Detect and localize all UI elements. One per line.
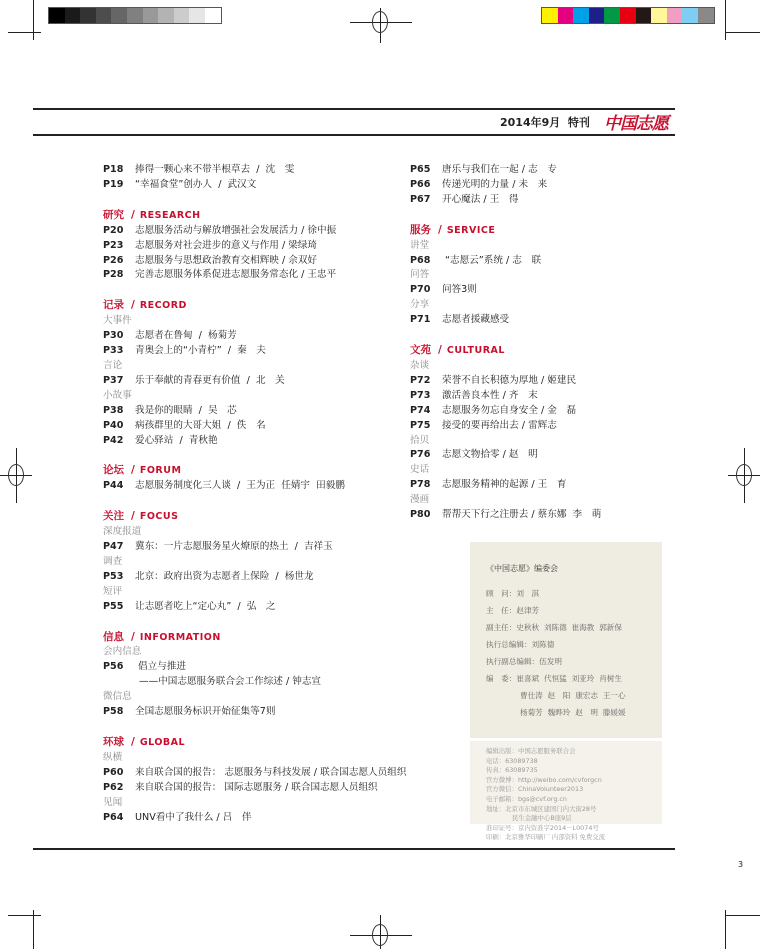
subsection-label: 微信息	[103, 691, 132, 703]
toc-entry[interactable]	[410, 374, 601, 389]
toc-entry[interactable]	[103, 163, 406, 178]
subsection-label: 调查	[103, 555, 123, 567]
toc-entry[interactable]	[103, 224, 406, 239]
toc-entry[interactable]	[103, 329, 406, 344]
color-swatch	[589, 8, 605, 23]
separator: /	[131, 208, 135, 221]
toc-entry[interactable]	[103, 434, 406, 449]
page-ref: P73	[410, 389, 431, 401]
section-title-cn: 关注	[103, 510, 124, 523]
page-ref: P62	[103, 781, 124, 793]
entry-title: 爱心驿站 / 青秋艳	[135, 434, 218, 446]
color-swatch	[542, 8, 558, 23]
editorial-board-box	[470, 542, 662, 738]
entry-title: 冀东：一片志愿服务星火燎原的热土 / 吉祥玉	[135, 541, 333, 553]
subsection-label: 会内信息	[103, 646, 142, 658]
page-ref: P80	[410, 509, 431, 521]
page-ref: P37	[103, 374, 124, 386]
section-title-cn: 记录	[103, 299, 124, 312]
publisher-info-line: 印刷：北京雅华印刷厂 内部资料 免费交流	[486, 833, 606, 842]
page-ref: P70	[410, 284, 431, 296]
section-title-en: FOCUS	[139, 511, 179, 523]
toc-entry[interactable]	[103, 374, 406, 389]
toc-entry[interactable]	[410, 404, 601, 419]
entry-title: 帮帮天下行之注册去 / 蔡东娜 李 萌	[442, 509, 602, 521]
toc-entry[interactable]	[103, 540, 406, 555]
page-ref: P72	[410, 374, 431, 386]
publisher-info-line: 传真：63089735	[486, 766, 538, 775]
subsection-label: 分享	[410, 299, 430, 311]
page-ref: P18	[103, 164, 124, 175]
color-swatch	[111, 8, 127, 23]
publisher-info-line: 官方微博：http://weibo.com/cvforgcn	[486, 775, 602, 784]
subsection-label: 拾贝	[410, 434, 430, 446]
subsection-label: 言论	[103, 359, 123, 371]
toc-section	[103, 735, 406, 825]
publisher-info-line: 电子邮箱：bgs@cvf.org.cn	[486, 794, 567, 803]
toc-entry[interactable]	[410, 193, 601, 208]
page-ref: P67	[410, 193, 431, 205]
section-title-en: GLOBAL	[139, 737, 186, 748]
color-swatch	[573, 8, 589, 23]
entry-title: 开心魔法 / 王 得	[442, 193, 519, 205]
toc-section	[410, 163, 601, 208]
toc-section	[103, 208, 406, 284]
section-title-cn: 文苑	[410, 344, 431, 357]
subsection-label: 杂谈	[410, 359, 430, 371]
page-ref: P76	[410, 449, 431, 461]
toc-entry[interactable]	[410, 419, 601, 434]
page-ref: P19	[103, 178, 124, 190]
subsection-label: 见闻	[103, 796, 123, 808]
toc-entry[interactable]	[103, 254, 406, 269]
section-title-en: INFORMATION	[139, 631, 221, 643]
toc-entry[interactable]	[410, 448, 601, 463]
entry-title: 荣誉不自长积德为厚地 / 姬建民	[442, 374, 577, 386]
subsection-label: 讲堂	[410, 239, 430, 251]
page-ref: P78	[410, 479, 431, 491]
issue-date: 2014年9月 特刊	[500, 116, 590, 129]
page-ref: P40	[103, 419, 124, 431]
entry-title: 北京：政府出资为志愿者上保险 / 杨世龙	[135, 570, 314, 582]
color-swatch	[127, 8, 143, 23]
publisher-info-box	[470, 741, 662, 842]
page-ref: P20	[103, 224, 124, 236]
color-swatch	[636, 8, 652, 23]
subsection-label: 问答	[410, 269, 430, 281]
subsection-label: 纵横	[103, 751, 123, 763]
publisher-info-line: 民生金融中心B座9层	[512, 814, 572, 823]
toc-right-column	[410, 163, 601, 523]
toc-entry-continuation: ——中国志愿服务联合会工作综述 / 钟志宣	[139, 676, 322, 688]
publisher-info-line: 官方微信：ChinaVolunteer2013	[486, 785, 584, 794]
header-top-rule	[33, 108, 675, 110]
publisher-info-line: 电话：63089738	[486, 756, 538, 765]
page-ref: P55	[103, 600, 124, 612]
entry-title: 传递光明的力量 / 未 来	[442, 178, 548, 190]
color-swatch	[80, 8, 96, 23]
process-color-bar	[541, 7, 715, 24]
toc-entry[interactable]	[410, 283, 601, 298]
page-ref: P47	[103, 541, 124, 553]
page-ref: P38	[103, 404, 124, 416]
entry-title: 青奥会上的“小青柠” / 秦 夫	[135, 345, 266, 357]
page-ref: P30	[103, 330, 124, 342]
toc-entry[interactable]	[103, 419, 406, 434]
subsection-label: 大事件	[103, 315, 132, 327]
color-swatch	[96, 8, 112, 23]
color-swatch	[174, 8, 190, 23]
subsection-label: 史话	[410, 464, 430, 476]
section-heading	[103, 463, 406, 479]
toc-entry[interactable]	[103, 600, 406, 615]
page-ref: P23	[103, 239, 124, 251]
toc-left-column	[103, 163, 406, 825]
section-title-cn: 环球	[103, 736, 124, 748]
color-swatch	[189, 8, 205, 23]
entry-title: 我是你的眼睛 / 吴 芯	[135, 404, 237, 416]
subsection-label: 短评	[103, 585, 123, 597]
toc-entry[interactable]	[410, 178, 601, 193]
page-ref: P68	[410, 254, 431, 266]
color-swatch	[158, 8, 174, 23]
page-ref: P56	[103, 661, 124, 673]
publisher-info-line: 地址：北京市东城区建国门内大街28号	[486, 804, 597, 813]
toc-section	[103, 509, 406, 614]
entry-title: 激活善良本性 / 齐 末	[442, 389, 538, 401]
section-title-cn: 研究	[103, 208, 124, 221]
toc-entry[interactable]	[103, 239, 406, 254]
color-swatch	[558, 8, 574, 23]
entry-title: 志愿者援藏感受	[442, 314, 510, 326]
section-title-cn: 服务	[410, 223, 431, 236]
page-ref: P44	[103, 480, 124, 492]
separator: /	[438, 223, 442, 236]
page-ref: P75	[410, 419, 431, 431]
color-swatch	[604, 8, 620, 23]
page-ref: P60	[103, 766, 124, 778]
entry-title: 完善志愿服务体系促进志愿服务常态化 / 王忠平	[135, 269, 337, 281]
entry-title: 来自联合国的报告： 国际志愿服务 / 联合国志愿人员组织	[135, 781, 378, 793]
footer-rule	[33, 848, 675, 850]
grayscale-color-bar	[48, 7, 222, 24]
toc-entry[interactable]	[103, 766, 406, 781]
section-title-en: SERVICE	[446, 224, 496, 236]
entry-title: 问答3则	[442, 284, 477, 296]
entry-title: 志愿服务勿忘自身安全 / 金 磊	[442, 404, 577, 416]
toc-entry[interactable]	[103, 268, 406, 283]
board-member-line: 曹仕涛 赵 阳 康宏志 王一心	[520, 691, 626, 700]
entry-title: 志愿服务制度化三人谈 / 王为正 任婧宇 田毅鹏	[135, 480, 345, 492]
board-member-line: 杨菊芳 魏晔玲 赵 明 滕媛媛	[520, 708, 626, 717]
toc-entry[interactable]	[410, 313, 601, 328]
color-swatch	[667, 8, 683, 23]
subsection-label: 深度报道	[103, 526, 142, 538]
entry-title: “志愿云”系统 / 志 联	[442, 254, 542, 266]
page-ref: P64	[103, 811, 124, 823]
entry-title: 志愿服务精神的起源 / 王 育	[442, 479, 567, 491]
toc-entry[interactable]	[410, 478, 601, 493]
magazine-logo: 中国志愿	[604, 114, 668, 134]
toc-entry[interactable]	[103, 811, 406, 826]
toc-section	[103, 630, 406, 720]
section-heading	[410, 223, 601, 239]
section-title-en: RECORD	[139, 300, 187, 312]
section-title-cn: 论坛	[103, 464, 124, 477]
section-heading	[103, 630, 406, 646]
header-bottom-rule	[33, 134, 675, 136]
entry-title: 让志愿者吃上“定心丸” / 弘 之	[135, 600, 276, 612]
board-member-line: 顾 问：刘 淇	[486, 589, 540, 598]
color-swatch	[620, 8, 636, 23]
page-ref: P66	[410, 178, 431, 190]
entry-title: 志愿服务对社会进步的意义与作用 / 梁绿琦	[135, 239, 318, 251]
section-title-en: FORUM	[139, 465, 182, 477]
entry-title: 唐乐与我们在一起 / 志 专	[442, 164, 557, 175]
toc-section	[103, 463, 406, 494]
separator: /	[131, 510, 135, 523]
subsection-label: 小故事	[103, 389, 132, 401]
page-ref: P58	[103, 706, 124, 718]
entry-title: 全国志愿服务标识开始征集等7则	[135, 706, 276, 718]
toc-entry[interactable]	[103, 660, 406, 675]
color-swatch	[143, 8, 159, 23]
board-member-line: 执行总编辑：刘陈德	[486, 640, 555, 649]
toc-section	[103, 298, 406, 448]
entry-title: 来自联合国的报告： 志愿服务与科技发展 / 联合国志愿人员组织	[135, 766, 407, 778]
page-ref: P71	[410, 314, 431, 326]
toc-entry[interactable]	[103, 570, 406, 585]
page-ref: P42	[103, 434, 124, 446]
color-swatch	[65, 8, 81, 23]
separator: /	[438, 344, 442, 357]
entry-title: 病孩群里的大哥大姐 / 佚 名	[135, 419, 266, 431]
page-ref: P33	[103, 345, 124, 357]
board-member-line: 副主任：史秋秋 刘陈德 崔海教 郭新保	[486, 623, 622, 632]
section-heading	[103, 735, 406, 751]
separator: /	[131, 464, 135, 477]
page-ref: P74	[410, 404, 431, 416]
entry-title: 捧得一颗心来不带半根草去 / 沈 雯	[135, 164, 295, 175]
entry-title: 志愿文物拾零 / 赵 明	[442, 449, 538, 461]
section-heading	[103, 208, 406, 224]
subsection-label: 漫画	[410, 494, 430, 506]
toc-entry[interactable]	[103, 781, 406, 796]
entry-title: UNV看中了我什么 / 吕 伴	[135, 811, 252, 823]
entry-title: “幸福食堂”创办人 / 武汉文	[135, 178, 257, 190]
board-member-line: 编 委：崔喜斌 代恒猛 刘亚玲 肖树生	[486, 674, 622, 683]
publisher-info-line: 编辑出版：中国志愿服务联合会	[486, 747, 576, 755]
board-member-line: 主 任：赵津芳	[486, 606, 540, 615]
page-number: 3	[738, 860, 744, 869]
page-ref: P28	[103, 269, 124, 281]
page-ref: P26	[103, 254, 124, 266]
section-heading	[103, 298, 406, 314]
editorial-board-title: 《中国志愿》编委会	[486, 564, 558, 573]
section-heading	[410, 343, 601, 359]
separator: /	[131, 299, 135, 312]
toc-section	[410, 223, 601, 328]
color-swatch	[205, 8, 221, 23]
toc-entry[interactable]	[103, 479, 406, 494]
publisher-info-line: 准印证号：京内资准字2014－L0074号	[486, 823, 599, 832]
toc-entry[interactable]	[410, 163, 601, 178]
section-title-cn: 信息	[103, 630, 124, 643]
entry-title: 志愿者在鲁甸 / 杨菊芳	[135, 330, 237, 342]
color-swatch	[698, 8, 714, 23]
toc-entry[interactable]	[410, 389, 601, 404]
separator: /	[131, 630, 135, 643]
separator: /	[131, 736, 135, 748]
toc-entry[interactable]	[103, 178, 406, 193]
toc-section	[410, 343, 601, 523]
toc-entry[interactable]	[410, 254, 601, 269]
page-ref: P65	[410, 164, 431, 175]
board-member-line: 执行副总编辑：伍发明	[486, 657, 562, 666]
color-swatch	[651, 8, 667, 23]
section-title-en: CULTURAL	[446, 345, 505, 357]
entry-title: 接受的要再给出去 / 雷辉志	[442, 419, 557, 431]
section-title-en: RESEARCH	[139, 209, 201, 221]
entry-title: 志愿服务与思想政治教育交相辉映 / 佘双好	[135, 254, 318, 266]
section-heading	[103, 509, 406, 525]
toc-section	[103, 163, 406, 193]
toc-entry[interactable]	[103, 344, 406, 359]
toc-entry[interactable]	[103, 404, 406, 419]
color-swatch	[49, 8, 65, 23]
entry-title: 倡立与推进	[135, 661, 187, 673]
entry-title: 乐于奉献的青春更有价值 / 北 关	[135, 374, 285, 386]
color-swatch	[682, 8, 698, 23]
entry-title: 志愿服务活动与解放增强社会发展活力 / 徐中振	[135, 224, 337, 236]
toc-entry[interactable]	[103, 705, 406, 720]
page-ref: P53	[103, 570, 124, 582]
toc-entry[interactable]	[410, 508, 601, 523]
